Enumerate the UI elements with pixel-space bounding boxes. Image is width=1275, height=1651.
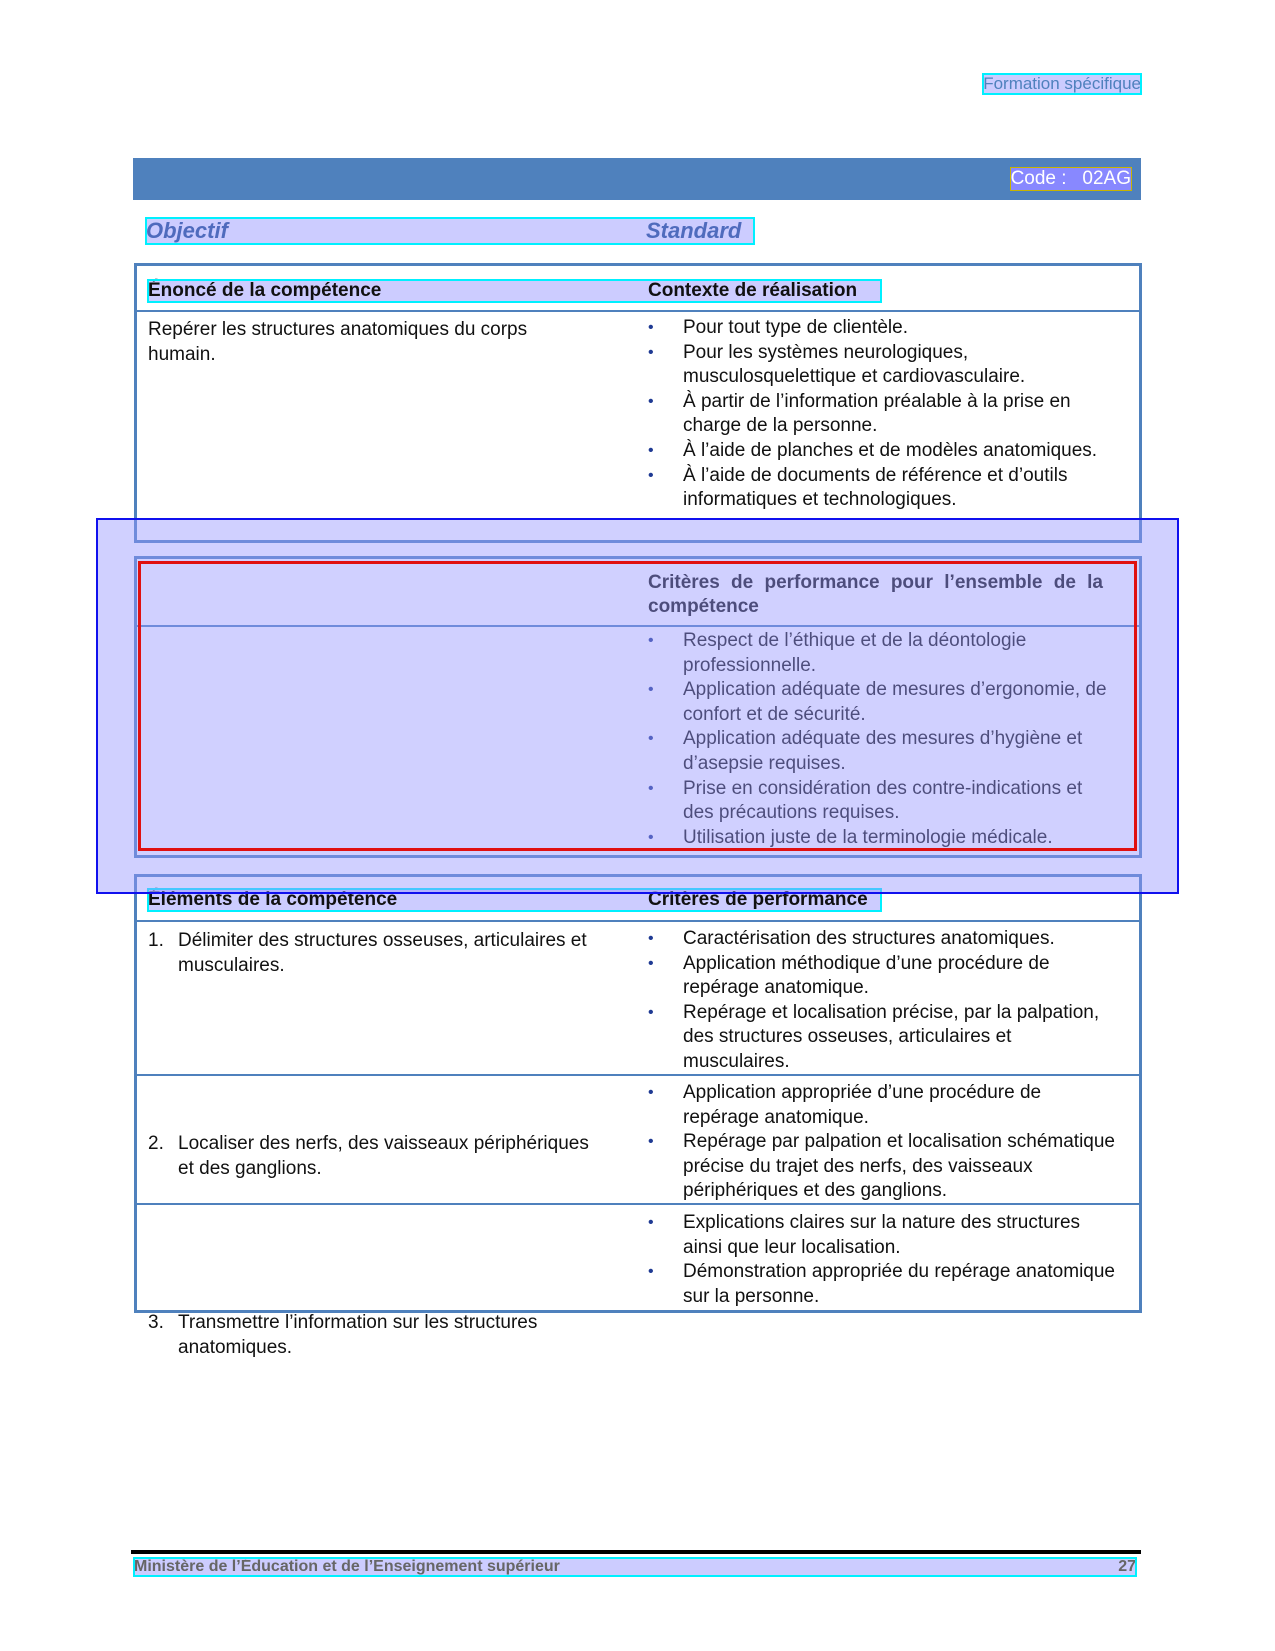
page-number: 27 <box>1118 1558 1136 1575</box>
col-header-criteria: Critères de performance <box>648 889 868 910</box>
col-header-enonce: Énoncé de la compétence <box>148 280 881 302</box>
col-header-contexte: Contexte de réalisation <box>648 280 858 301</box>
criteria-item: • Explications claires sur la nature des structures ainsi que leur localisation. <box>648 1211 1118 1260</box>
criteria-list-1 <box>648 927 1118 1075</box>
criteria-list-2 <box>648 1081 1118 1204</box>
competence-statement: Repérer les structures anatomiques du corps humain. <box>148 319 528 365</box>
section-objectif: Objectif <box>146 218 754 244</box>
footer-ministry: Ministère de l’Éducation et de l’Enseignement supérieur <box>134 1558 560 1575</box>
selected-region-outline <box>138 561 1137 851</box>
section-standard: Standard <box>646 218 742 243</box>
criteria-item: • Utilisation juste de la terminologie médicale. <box>648 826 1118 851</box>
element-row-2: 2. Localiser des nerfs, des vaisseaux périphériques et des ganglions. <box>148 1133 589 1179</box>
running-title: Formation spécifique <box>983 74 1141 93</box>
competence-statement-table <box>134 263 1142 543</box>
element-row-3: 3. Transmettre l’information sur les structures anatomiques. <box>148 1312 538 1358</box>
context-list <box>648 316 1118 513</box>
criteria-item: • Application adéquate des mesures d’hygiène et d’asepsie requises. <box>648 727 1118 776</box>
criteria-list-3 <box>648 1211 1118 1309</box>
criteria-item: • Repérage et localisation précise, par la palpation, des structures osseuses, articulaires et musculaires. <box>648 1001 1118 1075</box>
criteria-item: • Application adéquate de mesures d’ergonomie, de confort et de sécurité. <box>648 678 1118 727</box>
row-divider <box>137 1074 1139 1076</box>
header-divider <box>137 310 1139 312</box>
criteria-item: • Respect de l’éthique et de la déontologie professionnelle. <box>648 629 1118 678</box>
code-banner <box>133 158 1141 200</box>
criteria-item: • Application méthodique d’une procédure de repérage anatomique. <box>648 952 1118 1001</box>
elements-table <box>134 874 1142 1358</box>
header-divider <box>137 920 1139 922</box>
criteria-item: • Prise en considération des contre-indications et des précautions requises. <box>648 777 1118 826</box>
criteria-item: • Caractérisation des structures anatomiques. <box>648 927 1118 952</box>
context-item: • À l’aide de planches et de modèles anatomiques. <box>648 439 1118 464</box>
row-divider <box>137 1203 1139 1205</box>
criteria-item: • Repérage par palpation et localisation schématique précise du trajet des nerfs, des vaisseaux périphériques et des ganglions. <box>648 1130 1118 1204</box>
criteria-item: • Application appropriée d’une procédure de repérage anatomique. <box>648 1081 1118 1130</box>
context-item: • Pour tout type de clientèle. <box>648 316 1118 341</box>
footer <box>134 1558 1136 1576</box>
footer-rule <box>131 1550 1141 1554</box>
col-header-elements: Éléments de la compétence <box>148 889 881 911</box>
context-item: • Pour les systèmes neurologiques, musculosquelettique et cardiovasculaire. <box>648 341 1118 390</box>
element-row-1: 1. Délimiter des structures osseuses, articulaires et musculaires. <box>148 930 587 976</box>
criteria-item: • Démonstration appropriée du repérage anatomique sur la personne. <box>648 1260 1118 1309</box>
context-item: • À l’aide de documents de référence et d’outils informatiques et technologiques. <box>648 464 1118 513</box>
code-label: Code : 02AG <box>1010 168 1131 189</box>
col-header-global-criteria: Critères de performance pour l’ensemble de la compétence <box>648 572 1103 617</box>
context-item: • À partir de l’information préalable à la prise en charge de la personne. <box>648 390 1118 439</box>
